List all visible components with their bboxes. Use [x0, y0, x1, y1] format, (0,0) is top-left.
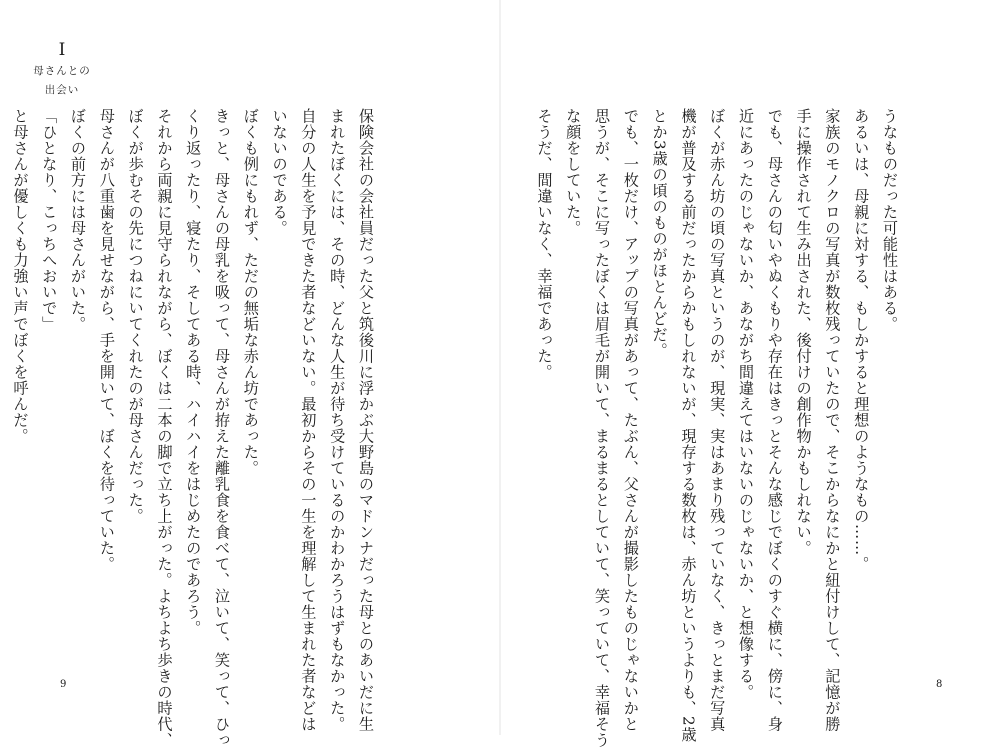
body-line: くり返ったり、寝たり、そしてある時、ハイハイをはじめたのであろう。	[184, 108, 203, 636]
body-line: きっと、母さんの母乳を吸って、母さんが拵えた離乳食を食べて、泣いて、笑って、ひっ	[213, 108, 232, 748]
chapter-heading	[22, 40, 102, 98]
body-line: それから両親に見守られながら、ぼくは二本の脚で立ち上がった。よちよち歩きの時代、	[155, 108, 174, 748]
body-line	[0, 108, 6, 588]
chapter-title-line-2: 出会い	[44, 84, 80, 96]
chapter-number: I	[58, 40, 66, 60]
body-line: 思うが、そこに写ったぼくは眉毛が開いて、まるまるとしていて、笑っていて、幸福そう	[593, 108, 612, 748]
body-line: あるいは、母親に対する、もしかすると理想のようなもの……。	[852, 108, 871, 572]
body-line: まれたぼくには、その時、どんな人生が待ち受けているのかわかろうはずもなかった。	[328, 108, 347, 732]
left-page-body	[11, 108, 380, 748]
page-number-right: 8	[936, 679, 943, 690]
body-line: ぼくの前方には母さんがいた。	[69, 108, 88, 332]
body-line: いないのである。	[270, 108, 289, 236]
body-line: でも、一枚だけ、アップの写真があって、たぶん、父さんが撮影したものじゃないかと	[621, 108, 640, 732]
body-line: でも、母さんの匂いやぬくもりや存在はきっとそんな感じでぼくのすぐ横に、傍に、身	[765, 108, 784, 732]
body-line: ぼくも例にもれず、ただの無垢な赤ん坊であった。	[241, 108, 260, 476]
body-line: 母さんが八重歯を見せながら、手を開いて、ぼくを待っていた。	[97, 108, 116, 572]
body-line: うなものだった可能性はある。	[881, 108, 899, 332]
body-line: 「ひとなり、こっちへおいで」	[40, 108, 59, 332]
body-line: とか3歳の頃のものがほとんどだ。	[650, 108, 669, 359]
body-line: ぼくが歩むその先につねにいてくれたのが母さんだった。	[126, 108, 145, 524]
body-line: 機が普及する前だったからかもしれないが、現存する数枚は、赤ん坊というよりも、2歳	[679, 108, 698, 743]
body-line: 自分の人生を予見できた者などいない。最初からその一生を理解して生まれた者などは	[299, 108, 318, 732]
body-line: 近にあったのじゃないか、あながち間違えてはいないのじゃないか、と想像する。	[737, 108, 756, 700]
body-line: 家族のモノクロの写真が数枚残っていたので、そこからなにかと紐付けして、記憶が勝	[823, 108, 842, 732]
body-line: そうだ、間違いなく、幸福であった。	[535, 108, 554, 380]
body-line: と母さんが優しくも力強い声でぼくを呼んだ。	[11, 108, 30, 444]
right-page	[500, 0, 1000, 748]
body-line: 手に操作されて生み出された、後付けの創作物かもしれない。	[794, 108, 813, 556]
page-number-left: 9	[60, 679, 67, 690]
right-page-body	[535, 108, 904, 748]
body-line: ぼくが赤ん坊の頃の写真というのが、現実、実はあまり残っていなく、きっとまだ写真	[708, 108, 727, 732]
body-line: 保険会社の会社員だった父と筑後川に浮かぶ大野島のマドンナだった母とのあいだに生	[357, 108, 375, 732]
chapter-title-line-1: 母さんとの	[33, 65, 91, 77]
body-line: な顔をしていた。	[564, 108, 583, 236]
